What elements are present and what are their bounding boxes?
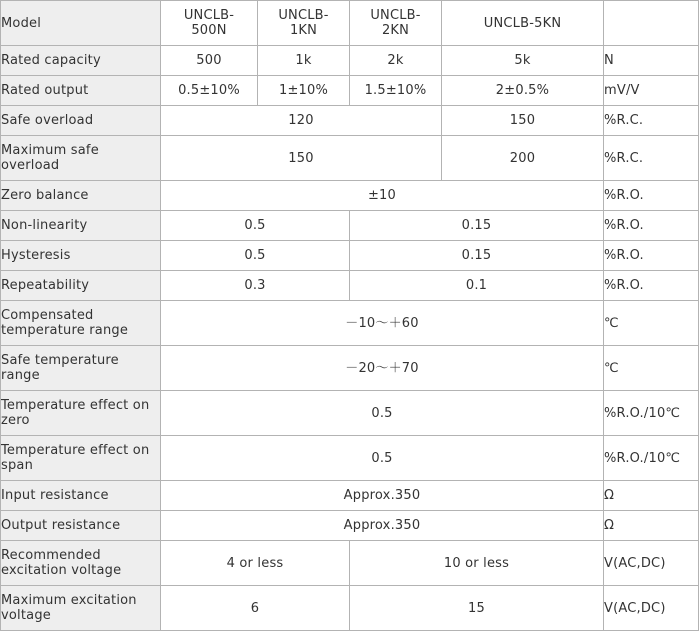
table-row [1, 76, 699, 106]
value-cell: －20～＋70 [161, 346, 604, 391]
table-row [1, 301, 699, 346]
value-cell: 0.5 [161, 211, 350, 241]
row-label: Maximum safe overload [1, 136, 161, 181]
table-row [1, 541, 699, 586]
value-cell: 0.3 [161, 271, 350, 301]
unit-cell: %R.O./10℃ [604, 391, 699, 436]
model-header: UNCLB-5KN [442, 1, 604, 46]
row-label: Rated capacity [1, 46, 161, 76]
row-label: Recommended excitation voltage [1, 541, 161, 586]
row-label: Output resistance [1, 511, 161, 541]
row-label: Compensated temperature range [1, 301, 161, 346]
value-cell: 1.5±10% [350, 76, 442, 106]
value-cell: 500 [161, 46, 258, 76]
model-header: UNCLB- 2KN [350, 1, 442, 46]
row-label: Safe overload [1, 106, 161, 136]
value-cell: ±10 [161, 181, 604, 211]
unit-cell: V(AC,DC) [604, 586, 699, 631]
row-label: Safe temperature range [1, 346, 161, 391]
unit-cell: ℃ [604, 346, 699, 391]
unit-cell: mV/V [604, 76, 699, 106]
value-cell: 150 [442, 106, 604, 136]
table-row [1, 241, 699, 271]
table-row [1, 346, 699, 391]
row-label: Repeatability [1, 271, 161, 301]
value-cell: 0.5 [161, 436, 604, 481]
unit-header [604, 1, 699, 46]
table-row [1, 211, 699, 241]
unit-cell: %R.O. [604, 181, 699, 211]
row-label: Temperature effect on zero [1, 391, 161, 436]
value-cell: －10～＋60 [161, 301, 604, 346]
value-cell: 150 [161, 136, 442, 181]
value-cell: 4 or less [161, 541, 350, 586]
value-cell: 0.15 [350, 211, 604, 241]
header-row [1, 1, 699, 46]
table-row [1, 136, 699, 181]
value-cell: 1k [258, 46, 350, 76]
table-row [1, 586, 699, 631]
table-row [1, 511, 699, 541]
value-cell: 0.5 [161, 391, 604, 436]
row-label: Maximum excitation voltage [1, 586, 161, 631]
row-label: Rated output [1, 76, 161, 106]
value-cell: 0.1 [350, 271, 604, 301]
table-row [1, 481, 699, 511]
unit-cell: Ω [604, 481, 699, 511]
table-row [1, 436, 699, 481]
value-cell: 6 [161, 586, 350, 631]
unit-cell: V(AC,DC) [604, 541, 699, 586]
model-header: UNCLB- 500N [161, 1, 258, 46]
value-cell: 10 or less [350, 541, 604, 586]
value-cell: 0.5 [161, 241, 350, 271]
unit-cell: %R.O. [604, 241, 699, 271]
unit-cell: ℃ [604, 301, 699, 346]
unit-cell: %R.C. [604, 136, 699, 181]
unit-cell: %R.O./10℃ [604, 436, 699, 481]
row-label: Zero balance [1, 181, 161, 211]
value-cell: 1±10% [258, 76, 350, 106]
value-cell: 15 [350, 586, 604, 631]
corner-label: Model [1, 1, 161, 46]
table-row [1, 391, 699, 436]
table-row [1, 106, 699, 136]
value-cell: 0.15 [350, 241, 604, 271]
value-cell: 200 [442, 136, 604, 181]
row-label: Input resistance [1, 481, 161, 511]
unit-cell: %R.O. [604, 211, 699, 241]
table-row [1, 271, 699, 301]
unit-cell: %R.C. [604, 106, 699, 136]
value-cell: 0.5±10% [161, 76, 258, 106]
value-cell: 120 [161, 106, 442, 136]
unit-cell: N [604, 46, 699, 76]
table-row [1, 46, 699, 76]
model-header: UNCLB- 1KN [258, 1, 350, 46]
table-row [1, 181, 699, 211]
value-cell: Approx.350 [161, 511, 604, 541]
value-cell: 2k [350, 46, 442, 76]
row-label: Temperature effect on span [1, 436, 161, 481]
row-label: Hysteresis [1, 241, 161, 271]
row-label: Non-linearity [1, 211, 161, 241]
unit-cell: %R.O. [604, 271, 699, 301]
unit-cell: Ω [604, 511, 699, 541]
value-cell: 5k [442, 46, 604, 76]
value-cell: 2±0.5% [442, 76, 604, 106]
value-cell: Approx.350 [161, 481, 604, 511]
